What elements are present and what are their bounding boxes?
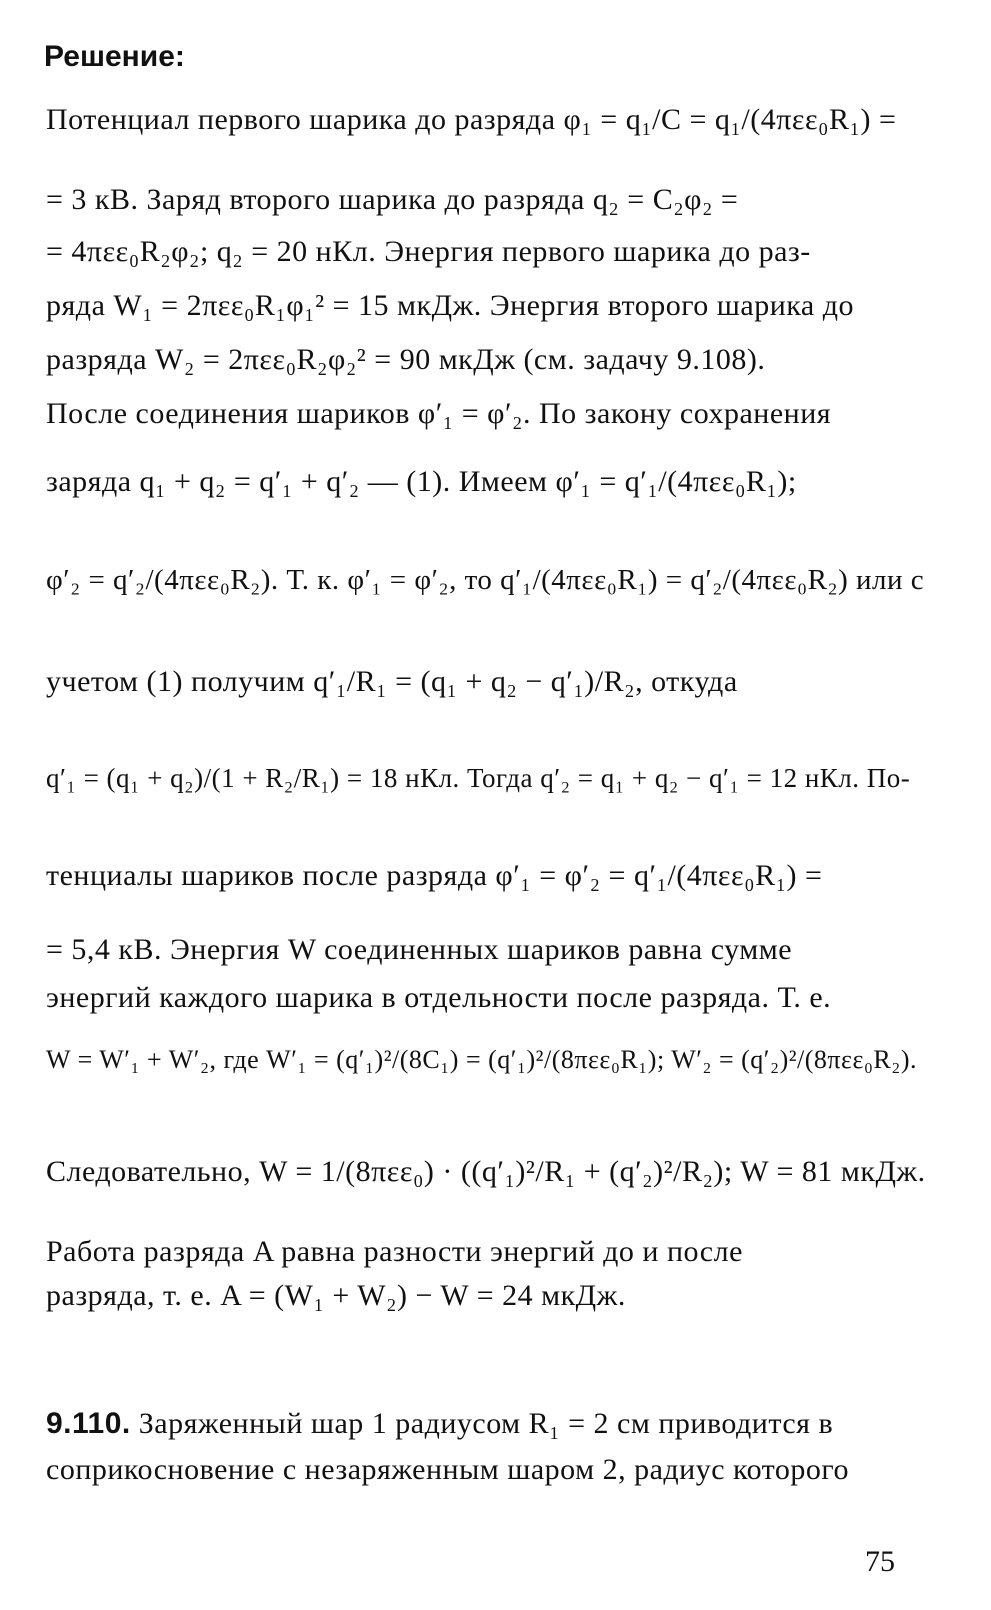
text-line: тенциалы шариков после разряда φ′₁ = φ′₂ = q′₁/(4πεε₀R₁) = xyxy=(46,859,823,892)
solution-heading: Решение: xyxy=(44,40,185,73)
problem-second-line: соприкосновение с незаряженным шаром 2, радиус которого xyxy=(46,1453,849,1486)
text-line: учетом (1) получим q′₁/R₁ = (q₁ + q₂ − q′₁)/R₂, откуда xyxy=(46,665,738,698)
text-line: Работа разряда A равна разности энергий до и после xyxy=(46,1235,743,1268)
text-line: Потенциал первого шарика до разряда φ₁ = q₁/C = q₁/(4πεε₀R₁) = xyxy=(46,103,897,136)
text-line: энергий каждого шарика в отдельности после разряда. Т. е. xyxy=(46,981,832,1014)
problem-first-line xyxy=(46,1404,936,1444)
text-line: = 3 кВ. Заряд второго шарика до разряда q₂ = C₂φ₂ = xyxy=(46,183,739,216)
problem-number: 9.110. xyxy=(46,1407,131,1440)
text-line: q′₁ = (q₁ + q₂)/(1 + R₂/R₁) = 18 нКл. Тогда q′₂ = q₁ + q₂ − q′₁ = 12 нКл. По- xyxy=(46,763,911,793)
problem-text: Заряженный шар 1 радиусом R₁ = 2 см приводится в xyxy=(138,1407,834,1440)
text-line: разряда W₂ = 2πεε₀R₂φ₂² = 90 мкДж (см. задачу 9.108). xyxy=(46,343,766,376)
page-number: 75 xyxy=(865,1545,895,1578)
text-line: ряда W₁ = 2πεε₀R₁φ₁² = 15 мкДж. Энергия второго шарика до xyxy=(46,289,854,322)
text-line: Следовательно, W = 1/(8πεε₀) · ((q′₁)²/R₁ + (q′₂)²/R₂); W = 81 мкДж. xyxy=(46,1155,926,1188)
text-line: = 4πεε₀R₂φ₂; q₂ = 20 нКл. Энергия первого шарика до раз- xyxy=(46,235,811,268)
text-line: заряда q₁ + q₂ = q′₁ + q′₂ — (1). Имеем φ′₁ = q′₁/(4πεε₀R₁); xyxy=(46,465,797,498)
text-line: φ′₂ = q′₂/(4πεε₀R₂). Т. к. φ′₁ = φ′₂, то q′₁/(4πεε₀R₁) = q′₂/(4πεε₀R₂) или с xyxy=(46,564,925,596)
text-line: = 5,4 кВ. Энергия W соединенных шариков равна сумме xyxy=(46,933,793,966)
text-line: W = W′₁ + W′₂, где W′₁ = (q′₁)²/(8C₁) = (q′₁)²/(8πεε₀R₁); W′₂ = (q′₂)²/(8πεε₀R₂). xyxy=(46,1045,917,1074)
text-line: После соединения шариков φ′₁ = φ′₂. По закону сохранения xyxy=(46,397,832,430)
text-line: разряда, т. е. A = (W₁ + W₂) − W = 24 мкДж. xyxy=(46,1279,626,1312)
